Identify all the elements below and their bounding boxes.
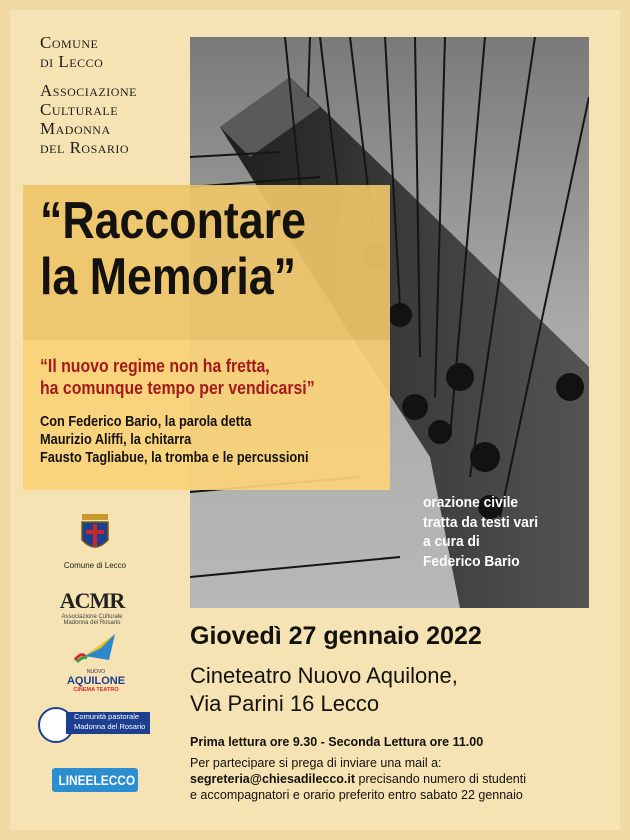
oration-description (423, 493, 538, 571)
organizer-association-line2: Culturale (40, 100, 119, 119)
info-line2 (190, 771, 526, 787)
event-quote-line2: ha comunque tempo per vendicarsi” (40, 378, 315, 398)
oration-line2: tratta da testi vari (423, 513, 539, 531)
info-line1: Per partecipare si prega di inviare una mail a: (190, 756, 442, 770)
kite-icon (71, 630, 121, 664)
comunita-label-box (66, 712, 150, 734)
credit-line: Fausto Tagliabue, la tromba e le percussioni (40, 450, 309, 466)
organizers-list (40, 33, 137, 157)
info-line2-rest: precisando numero di studenti (355, 772, 526, 786)
oration-line4: Federico Bario (423, 552, 520, 570)
comune-logo-caption: Comune di Lecco (63, 561, 127, 570)
info-line3: e accompagnatori e orario preferito entro sabato 22 gennaio (190, 788, 523, 802)
acmr-mark: ACMR (59, 588, 125, 613)
aquilone-name: AQUILONE (66, 675, 126, 687)
oration-line1: orazione civile (423, 494, 519, 511)
event-title-line1: “Raccontare (40, 192, 306, 250)
event-title-line2: la Memoria” (40, 248, 296, 306)
linee-lecco-mark: LINEELECCO (58, 772, 136, 788)
acmr-caption-line1: Associazione Culturale (61, 614, 123, 620)
reading-schedule: Prima lettura ore 9.30 - Seconda Lettura ore 11.00 (190, 735, 484, 749)
coat-of-arms-icon (78, 512, 112, 556)
participation-info (190, 755, 526, 803)
venue-line2: Via Parini 16 Lecco (190, 691, 380, 716)
event-date: Giovedì 27 gennaio 2022 (190, 622, 482, 650)
comunita-line1: Comunità pastorale (74, 712, 140, 721)
nuovo-aquilone-logo (58, 630, 134, 693)
aquilone-subtitle: CINEMA TEATRO (73, 687, 119, 693)
oration-line3: a cura di (423, 533, 480, 550)
organizer-association-line1: Associazione (40, 81, 137, 100)
event-quote (40, 355, 315, 399)
comune-di-lecco-logo (60, 512, 130, 570)
comunita-line2: Madonna del Rosario (74, 722, 146, 731)
acmr-logo (52, 588, 132, 626)
comunita-pastorale-logo (38, 707, 150, 741)
organizer-comune-line1: Comune (40, 33, 99, 52)
contact-email[interactable]: segreteria@chiesadilecco.it (190, 772, 356, 786)
venue-line1: Cineteatro Nuovo Aquilone, (190, 663, 458, 688)
performer-credits (40, 413, 308, 467)
organizer-comune-line2: di Lecco (40, 52, 104, 71)
linee-lecco-logo (52, 768, 138, 792)
event-venue (190, 662, 458, 718)
credit-line: Maurizio Aliffi, la chitarra (40, 432, 192, 448)
aquilone-small-text: NUOVO (86, 669, 106, 675)
credit-line: Con Federico Bario, la parola detta (40, 414, 252, 430)
organizer-association-line4: del Rosario (40, 138, 130, 157)
event-quote-line1: “Il nuovo regime non ha fretta, (40, 356, 270, 376)
event-title (40, 193, 306, 305)
organizer-association-line3: Madonna (40, 119, 111, 138)
acmr-caption-line2: Madonna del Rosario (63, 620, 121, 626)
